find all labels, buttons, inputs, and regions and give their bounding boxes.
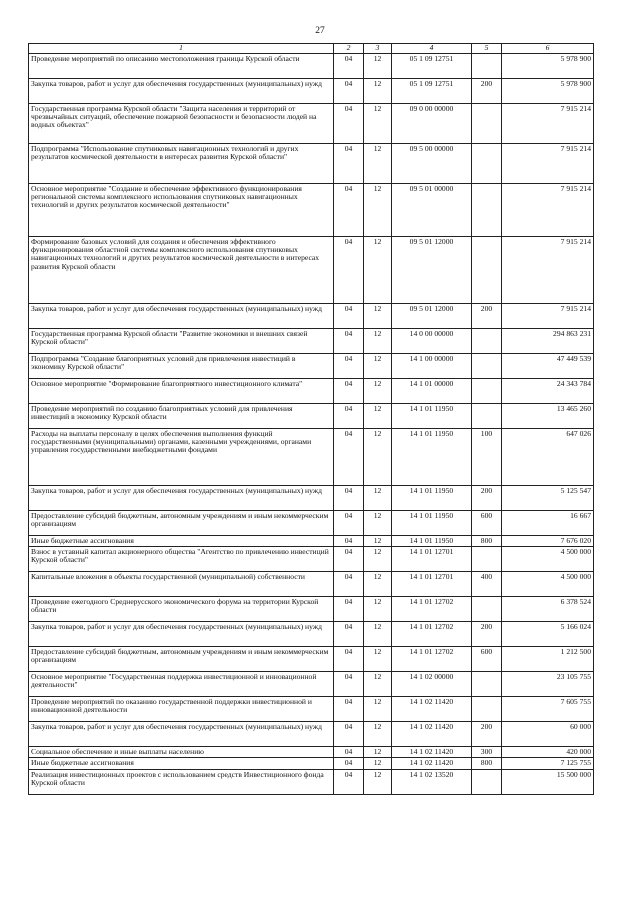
row-target-article-cell: 14 1 01 11950 bbox=[392, 536, 472, 547]
row-expense-type-cell: 200 bbox=[472, 79, 502, 104]
table-row bbox=[29, 104, 594, 144]
table-row bbox=[29, 429, 594, 486]
row-subsection-cell: 12 bbox=[364, 54, 392, 79]
row-subsection-cell: 12 bbox=[364, 79, 392, 104]
table-row bbox=[29, 536, 594, 547]
row-target-article-cell: 14 1 02 11420 bbox=[392, 722, 472, 747]
page-number: 27 bbox=[315, 26, 325, 36]
row-name-cell: Государственная программа Курской области "Развитие экономики и внешних связей Курской области" bbox=[29, 329, 334, 354]
row-target-article-cell: 09 5 01 00000 bbox=[392, 184, 472, 237]
row-amount-cell: 16 667 bbox=[502, 511, 594, 536]
row-subsection-cell: 12 bbox=[364, 647, 392, 672]
row-name-cell: Предоставление субсидий бюджетным, автономным учреждениям и иным некоммерческим организациям bbox=[29, 511, 334, 536]
row-target-article-cell: 14 1 01 12702 bbox=[392, 622, 472, 647]
header-cell-6: 6 bbox=[502, 44, 594, 54]
row-expense-type-cell: 200 bbox=[472, 304, 502, 329]
header-cell-5: 5 bbox=[472, 44, 502, 54]
row-expense-type-cell bbox=[472, 597, 502, 622]
row-expense-type-cell: 300 bbox=[472, 747, 502, 758]
row-expense-type-cell bbox=[472, 404, 502, 429]
row-name-cell: Проведение мероприятий по оказанию государственной поддержки инвестиционной и инновационной деятельности bbox=[29, 697, 334, 722]
row-subsection-cell: 12 bbox=[364, 597, 392, 622]
row-section-cell: 04 bbox=[334, 304, 364, 329]
table-row bbox=[29, 572, 594, 597]
row-name-cell: Основное мероприятие "Формирование благоприятного инвестиционного климата" bbox=[29, 379, 334, 404]
row-subsection-cell: 12 bbox=[364, 329, 392, 354]
row-subsection-cell: 12 bbox=[364, 536, 392, 547]
row-amount-cell: 7 915 214 bbox=[502, 184, 594, 237]
table-row bbox=[29, 769, 594, 794]
row-expense-type-cell bbox=[472, 184, 502, 237]
row-amount-cell: 7 125 755 bbox=[502, 758, 594, 769]
row-expense-type-cell bbox=[472, 329, 502, 354]
table-row bbox=[29, 672, 594, 697]
row-amount-cell: 6 378 524 bbox=[502, 597, 594, 622]
row-name-cell: Капитальные вложения в объекты государственной (муниципальной) собственности bbox=[29, 572, 334, 597]
row-amount-cell: 60 000 bbox=[502, 722, 594, 747]
row-expense-type-cell bbox=[472, 769, 502, 794]
row-amount-cell: 5 978 900 bbox=[502, 79, 594, 104]
row-section-cell: 04 bbox=[334, 647, 364, 672]
row-name-cell: Закупка товаров, работ и услуг для обеспечения государственных (муниципальных) нужд bbox=[29, 486, 334, 511]
row-amount-cell: 7 915 214 bbox=[502, 144, 594, 184]
row-section-cell: 04 bbox=[334, 511, 364, 536]
row-section-cell: 04 bbox=[334, 622, 364, 647]
row-subsection-cell: 12 bbox=[364, 697, 392, 722]
row-subsection-cell: 12 bbox=[364, 769, 392, 794]
row-name-cell: Взнос в уставный капитал акционерного общества "Агентство по привлечению инвестиций Курской области" bbox=[29, 547, 334, 572]
row-amount-cell: 1 212 500 bbox=[502, 647, 594, 672]
header-cell-4: 4 bbox=[392, 44, 472, 54]
row-name-cell: Формирование базовых условий для создания и обеспечения эффективного функционирования областной системы комплексного использования спутниковых навигационных технологий и других результатов космической деятельности в интересах развития Курской области bbox=[29, 237, 334, 304]
row-name-cell: Проведение мероприятий по описанию местоположения границы Курской области bbox=[29, 54, 334, 79]
row-subsection-cell: 12 bbox=[364, 104, 392, 144]
row-section-cell: 04 bbox=[334, 404, 364, 429]
budget-table bbox=[28, 43, 594, 795]
row-target-article-cell: 14 1 02 00000 bbox=[392, 672, 472, 697]
table-row bbox=[29, 622, 594, 647]
row-target-article-cell: 14 1 01 12701 bbox=[392, 572, 472, 597]
row-section-cell: 04 bbox=[334, 486, 364, 511]
row-amount-cell: 15 500 000 bbox=[502, 769, 594, 794]
row-target-article-cell: 09 0 00 00000 bbox=[392, 104, 472, 144]
row-section-cell: 04 bbox=[334, 547, 364, 572]
row-target-article-cell: 09 5 00 00000 bbox=[392, 144, 472, 184]
row-subsection-cell: 12 bbox=[364, 722, 392, 747]
row-amount-cell: 647 026 bbox=[502, 429, 594, 486]
row-subsection-cell: 12 bbox=[364, 237, 392, 304]
row-name-cell: Иные бюджетные ассигнования bbox=[29, 758, 334, 769]
row-amount-cell: 24 343 784 bbox=[502, 379, 594, 404]
header-cell-2: 2 bbox=[334, 44, 364, 54]
row-target-article-cell: 09 5 01 12000 bbox=[392, 237, 472, 304]
table-row bbox=[29, 597, 594, 622]
row-name-cell: Закупка товаров, работ и услуг для обеспечения государственных (муниципальных) нужд bbox=[29, 79, 334, 104]
row-amount-cell: 7 915 214 bbox=[502, 304, 594, 329]
row-target-article-cell: 14 1 01 00000 bbox=[392, 379, 472, 404]
header-row bbox=[29, 44, 594, 54]
row-expense-type-cell bbox=[472, 672, 502, 697]
row-subsection-cell: 12 bbox=[364, 354, 392, 379]
row-expense-type-cell bbox=[472, 697, 502, 722]
row-section-cell: 04 bbox=[334, 144, 364, 184]
row-target-article-cell: 09 5 01 12000 bbox=[392, 304, 472, 329]
table-row bbox=[29, 304, 594, 329]
table-row bbox=[29, 354, 594, 379]
row-expense-type-cell: 600 bbox=[472, 647, 502, 672]
row-amount-cell: 13 465 260 bbox=[502, 404, 594, 429]
table-row bbox=[29, 511, 594, 536]
row-amount-cell: 7 605 755 bbox=[502, 697, 594, 722]
row-subsection-cell: 12 bbox=[364, 486, 392, 511]
table-row bbox=[29, 329, 594, 354]
row-section-cell: 04 bbox=[334, 104, 364, 144]
table-row bbox=[29, 54, 594, 79]
header-cell-1: 1 bbox=[29, 44, 334, 54]
row-expense-type-cell: 200 bbox=[472, 622, 502, 647]
row-name-cell: Закупка товаров, работ и услуг для обеспечения государственных (муниципальных) нужд bbox=[29, 622, 334, 647]
row-section-cell: 04 bbox=[334, 722, 364, 747]
table-row bbox=[29, 747, 594, 758]
row-section-cell: 04 bbox=[334, 379, 364, 404]
row-expense-type-cell: 200 bbox=[472, 722, 502, 747]
row-target-article-cell: 14 1 01 12702 bbox=[392, 597, 472, 622]
row-subsection-cell: 12 bbox=[364, 379, 392, 404]
row-expense-type-cell: 100 bbox=[472, 429, 502, 486]
row-subsection-cell: 12 bbox=[364, 622, 392, 647]
row-name-cell: Государственная программа Курской области "Защита населения и территорий от чрезвычайных ситуаций, обеспечение пожарной безопасности и безопасности людей на водных объектах" bbox=[29, 104, 334, 144]
table-row bbox=[29, 184, 594, 237]
row-name-cell: Подпрограмма "Использование спутниковых навигационных технологий и других результатов космической деятельности в интересах развития Курской области" bbox=[29, 144, 334, 184]
row-target-article-cell: 05 1 09 12751 bbox=[392, 79, 472, 104]
row-name-cell: Закупка товаров, работ и услуг для обеспечения государственных (муниципальных) нужд bbox=[29, 722, 334, 747]
row-section-cell: 04 bbox=[334, 54, 364, 79]
row-expense-type-cell bbox=[472, 54, 502, 79]
row-expense-type-cell: 800 bbox=[472, 536, 502, 547]
row-section-cell: 04 bbox=[334, 597, 364, 622]
row-target-article-cell: 14 1 01 12701 bbox=[392, 547, 472, 572]
row-target-article-cell: 14 1 02 11420 bbox=[392, 697, 472, 722]
row-name-cell: Закупка товаров, работ и услуг для обеспечения государственных (муниципальных) нужд bbox=[29, 304, 334, 329]
row-name-cell: Проведение ежегодного Среднерусского экономического форума на территории Курской области bbox=[29, 597, 334, 622]
row-name-cell: Основное мероприятие "Создание и обеспечение эффективного функционирования региональной системы комплексного использования спутниковых навигационных технологий и других результатов космической деятельности" bbox=[29, 184, 334, 237]
row-name-cell: Расходы на выплаты персоналу в целях обеспечения выполнения функций государственными (муниципальными) органами, казенными учреждениями, органами управления государственными внебюджетными фондами bbox=[29, 429, 334, 486]
table-row bbox=[29, 722, 594, 747]
row-expense-type-cell bbox=[472, 354, 502, 379]
row-section-cell: 04 bbox=[334, 572, 364, 597]
table-row bbox=[29, 647, 594, 672]
row-subsection-cell: 12 bbox=[364, 144, 392, 184]
table-row bbox=[29, 379, 594, 404]
row-subsection-cell: 12 bbox=[364, 404, 392, 429]
row-name-cell: Иные бюджетные ассигнования bbox=[29, 536, 334, 547]
row-expense-type-cell: 600 bbox=[472, 511, 502, 536]
table-row bbox=[29, 547, 594, 572]
row-amount-cell: 420 000 bbox=[502, 747, 594, 758]
row-section-cell: 04 bbox=[334, 536, 364, 547]
row-subsection-cell: 12 bbox=[364, 304, 392, 329]
table-row bbox=[29, 79, 594, 104]
row-subsection-cell: 12 bbox=[364, 429, 392, 486]
row-section-cell: 04 bbox=[334, 354, 364, 379]
row-target-article-cell: 14 1 02 13520 bbox=[392, 769, 472, 794]
row-expense-type-cell bbox=[472, 379, 502, 404]
row-expense-type-cell bbox=[472, 547, 502, 572]
table-row bbox=[29, 404, 594, 429]
row-expense-type-cell: 200 bbox=[472, 486, 502, 511]
row-section-cell: 04 bbox=[334, 237, 364, 304]
row-section-cell: 04 bbox=[334, 747, 364, 758]
row-target-article-cell: 14 0 00 00000 bbox=[392, 329, 472, 354]
row-amount-cell: 5 166 024 bbox=[502, 622, 594, 647]
row-section-cell: 04 bbox=[334, 697, 364, 722]
row-section-cell: 04 bbox=[334, 429, 364, 486]
row-amount-cell: 4 500 000 bbox=[502, 572, 594, 597]
row-name-cell: Подпрограмма "Создание благоприятных условий для привлечения инвестиций в экономику Курской области" bbox=[29, 354, 334, 379]
row-target-article-cell: 14 1 00 00000 bbox=[392, 354, 472, 379]
table-row bbox=[29, 486, 594, 511]
table-row bbox=[29, 758, 594, 769]
row-subsection-cell: 12 bbox=[364, 572, 392, 597]
row-amount-cell: 5 125 547 bbox=[502, 486, 594, 511]
row-section-cell: 04 bbox=[334, 79, 364, 104]
row-amount-cell: 7 915 214 bbox=[502, 104, 594, 144]
row-amount-cell: 7 676 020 bbox=[502, 536, 594, 547]
row-amount-cell: 47 449 539 bbox=[502, 354, 594, 379]
row-subsection-cell: 12 bbox=[364, 511, 392, 536]
row-section-cell: 04 bbox=[334, 769, 364, 794]
row-expense-type-cell bbox=[472, 144, 502, 184]
row-target-article-cell: 14 1 02 11420 bbox=[392, 758, 472, 769]
table-row bbox=[29, 237, 594, 304]
row-section-cell: 04 bbox=[334, 758, 364, 769]
row-target-article-cell: 05 1 09 12751 bbox=[392, 54, 472, 79]
row-expense-type-cell bbox=[472, 104, 502, 144]
row-expense-type-cell bbox=[472, 237, 502, 304]
row-section-cell: 04 bbox=[334, 184, 364, 237]
row-subsection-cell: 12 bbox=[364, 547, 392, 572]
row-amount-cell: 5 978 900 bbox=[502, 54, 594, 79]
row-section-cell: 04 bbox=[334, 329, 364, 354]
row-expense-type-cell: 400 bbox=[472, 572, 502, 597]
row-subsection-cell: 12 bbox=[364, 747, 392, 758]
header-cell-3: 3 bbox=[364, 44, 392, 54]
table-row bbox=[29, 697, 594, 722]
row-subsection-cell: 12 bbox=[364, 672, 392, 697]
row-subsection-cell: 12 bbox=[364, 758, 392, 769]
row-amount-cell: 23 105 755 bbox=[502, 672, 594, 697]
row-subsection-cell: 12 bbox=[364, 184, 392, 237]
row-name-cell: Реализация инвестиционных проектов с использованием средств Инвестиционного фонда Курской области bbox=[29, 769, 334, 794]
row-amount-cell: 4 500 000 bbox=[502, 547, 594, 572]
row-name-cell: Предоставление субсидий бюджетным, автономным учреждениям и иным некоммерческим организациям bbox=[29, 647, 334, 672]
row-name-cell: Социальное обеспечение и иные выплаты населению bbox=[29, 747, 334, 758]
row-amount-cell: 294 863 231 bbox=[502, 329, 594, 354]
table-row bbox=[29, 144, 594, 184]
row-target-article-cell: 14 1 01 11950 bbox=[392, 429, 472, 486]
row-section-cell: 04 bbox=[334, 672, 364, 697]
row-target-article-cell: 14 1 01 11950 bbox=[392, 404, 472, 429]
row-name-cell: Основное мероприятие "Государственная поддержка инвестиционной и инновационной деятельности" bbox=[29, 672, 334, 697]
row-expense-type-cell: 800 bbox=[472, 758, 502, 769]
row-amount-cell: 7 915 214 bbox=[502, 237, 594, 304]
row-target-article-cell: 14 1 01 11950 bbox=[392, 511, 472, 536]
row-name-cell: Проведение мероприятий по созданию благоприятных условий для привлечения инвестиций в экономику Курской области bbox=[29, 404, 334, 429]
row-target-article-cell: 14 1 02 11420 bbox=[392, 747, 472, 758]
row-target-article-cell: 14 1 01 12702 bbox=[392, 647, 472, 672]
row-target-article-cell: 14 1 01 11950 bbox=[392, 486, 472, 511]
